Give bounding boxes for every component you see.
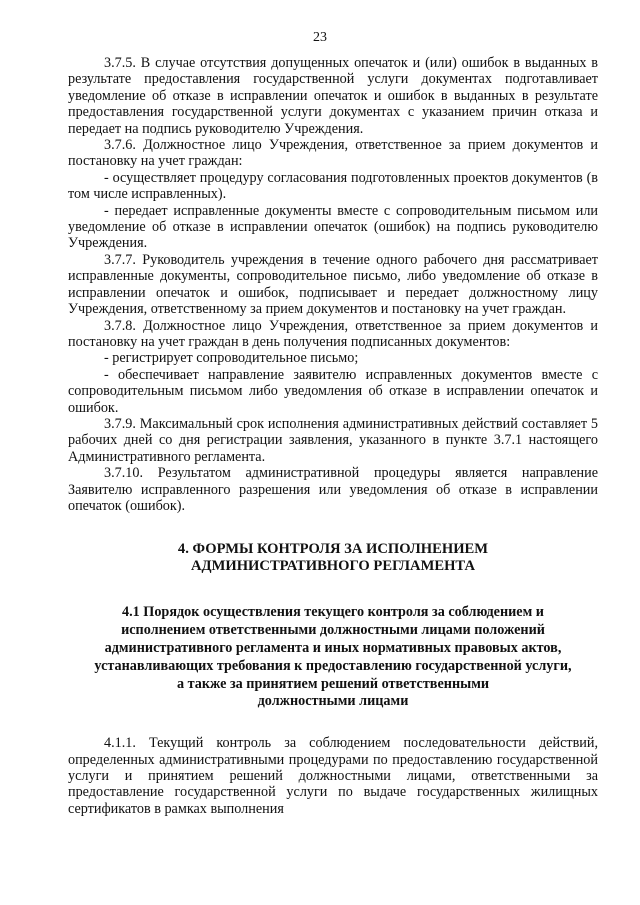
paragraph-3-7-10: 3.7.10. Результатом административной процедуры является направление Заявителю исправленного разрешения или уведомления об отказе в исправлении опечаток (ошибок). [68,465,598,514]
section-title-line: 4. ФОРМЫ КОНТРОЛЯ ЗА ИСПОЛНЕНИЕМ [177,541,489,558]
list-item-send: - обеспечивает направление заявителю исправленных документов вместе с сопроводительным письмом либо уведомления об отказе в исправлении опечаток и ошибок. [68,366,598,416]
section-title-line: АДМИНИСТРАТИВНОГО РЕГЛАМЕНТА [191,558,475,575]
subsection-title-line: административного регламента и иных нормативных правовых актов, [104,639,562,656]
paragraph-4-1-1: 4.1.1. Текущий контроль за соблюдением последовательности действий, определенных административными процедурами по предоставлению государственной услуги и принятием решений должностными лицами, ответственными за предоставление государственной услуги по выдаче государственных жилищных сертификатов в рамках выполнения [68,735,598,817]
page-number: 23 [313,30,327,45]
subsection-title-line: должностными лицами [257,693,409,710]
subsection-title-line: а также за принятием решений ответственными [176,675,490,692]
section-title [68,541,598,575]
list-item-register: - регистрирует сопроводительное письмо; [104,350,359,367]
list-item-transfer: - передает исправленные документы вместе с сопроводительным письмом или уведомление об отказе в исправлении опечаток (ошибок) на подпись руководителю Учреждения. [68,202,598,252]
document-body [68,55,598,817]
list-item-approval: - осуществляет процедуру согласования подготовленных проектов документов (в том числе исправленных). [68,169,598,203]
paragraph-3-7-8: 3.7.8. Должностное лицо Учреждения, ответственное за прием документов и постановку на учет граждан в день получения подписанных документов: [68,317,598,350]
subsection-title-line: устанавливающих требования к предоставлению государственной услуги, [94,657,572,674]
subsection-title-line: исполнением ответственными должностными лицами положений [121,622,545,639]
paragraph-3-7-6: 3.7.6. Должностное лицо Учреждения, ответственное за прием документов и постановку на учет граждан: [68,137,598,170]
subsection-title-line: 4.1 Порядок осуществления текущего контроля за соблюдением и [122,604,544,621]
paragraph-3-7-7: 3.7.7. Руководитель учреждения в течение одного рабочего дня рассматривает исправленные документы, сопроводительное письмо, либо уведомление об отказе в исправлении опечаток и ошибок, подписывает и передает должностному лицу Учреждения, ответственному за прием документов и постановку на учет граждан. [68,251,598,318]
paragraph-3-7-5: 3.7.5. В случае отсутствия допущенных опечаток и (или) ошибок в выданных в результате предоставления государственной услуги документах подготавливает уведомление об отказе в исправлении опечаток и ошибок в выданных в результате предоставления государственной услуги документах с указанием причин отказа и передает на подпись руководителю Учреждения. [68,55,598,137]
paragraph-3-7-9: 3.7.9. Максимальный срок исполнения административных действий составляет 5 рабочих дней со дня регистрации заявления, указанного в пункте 3.7.1 настоящего Административного регламента. [68,415,598,465]
subsection-title [68,604,598,711]
